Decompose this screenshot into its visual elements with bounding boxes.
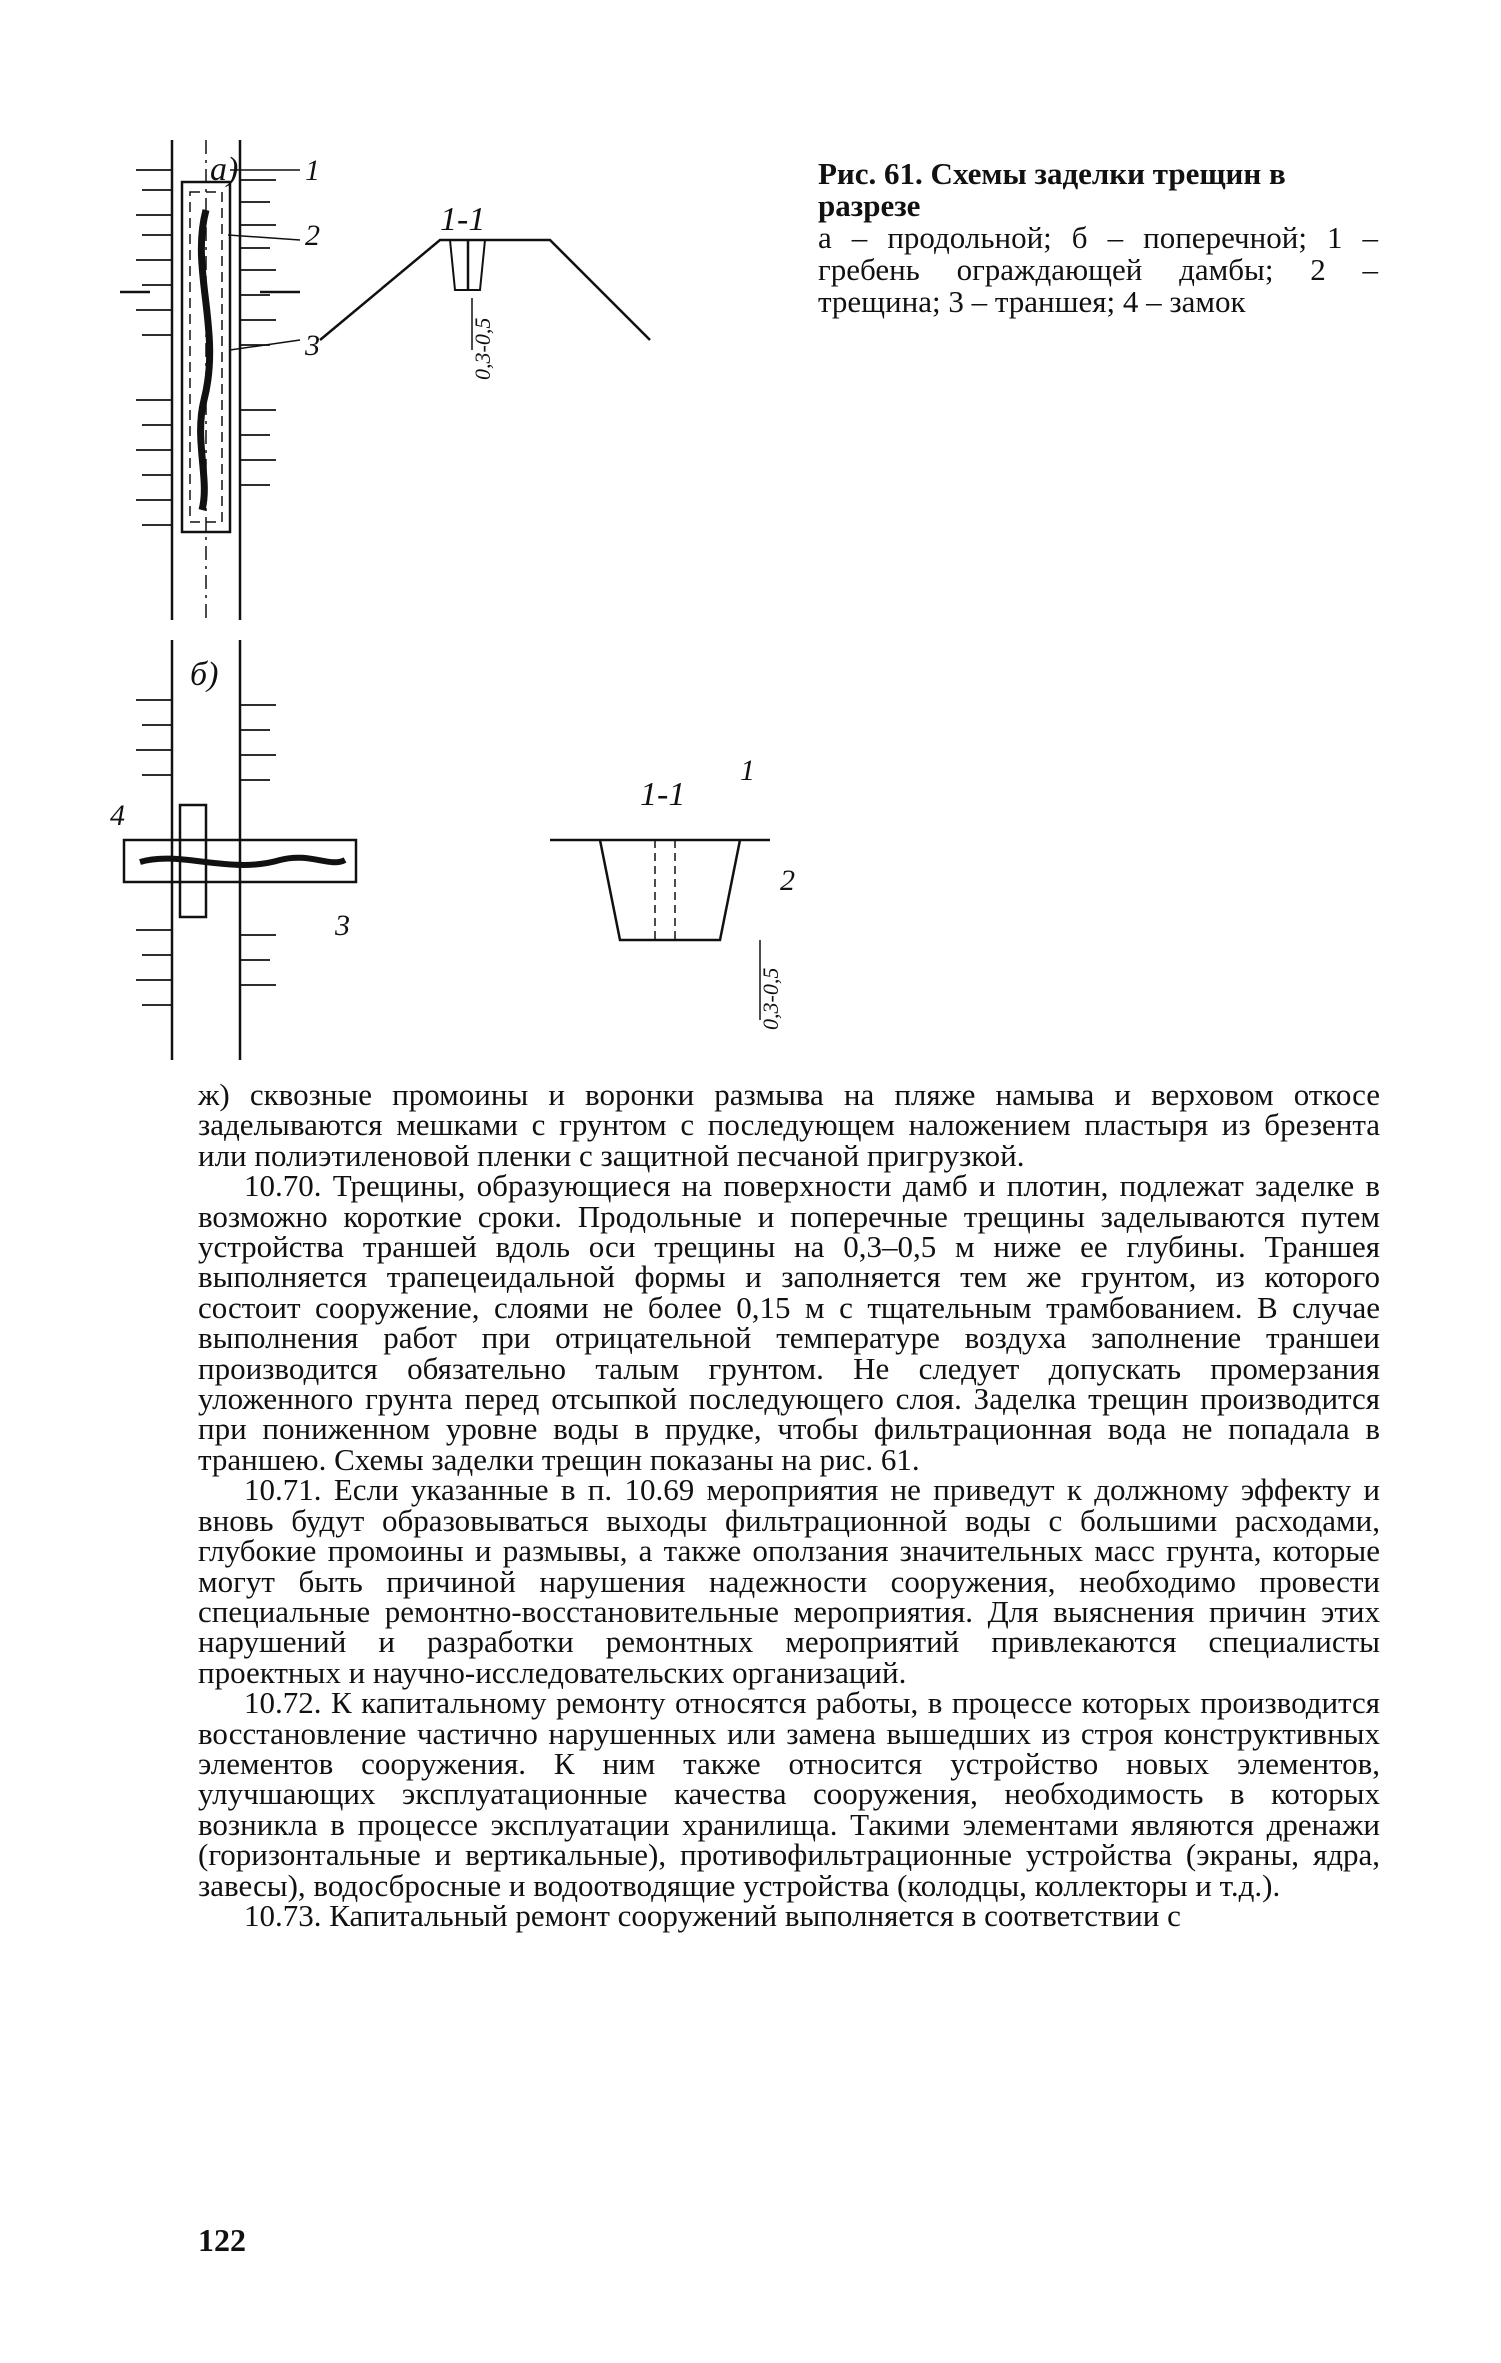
paragraph: 10.72. К капитальному ремонту относятся работы, в процессе которых производится восстановление частично нарушенных или замена вышедших из строя конструктивных элементов сооружения. К ним также относится устройство новых элементов, улучшающих эксплуатационные качества сооружения, необходимость в которых возникла в процессе эксплуатации хранилища. Такими элементами являются дренажи (горизонтальные и вертикальные), противофильтрационные устройства (экраны, ядра, завесы), водосбросные и водоотводящие устройства (колодцы, коллекторы и т.д.). xyxy=(198,1685,1380,1903)
figure-caption xyxy=(818,158,1378,318)
paragraph: 10.70. Трещины, образующиеся на поверхности дамб и плотин, подлежат заделке в возможно короткие сроки. Продольные и поперечные трещины заделываются путем устройства траншей вдоль оси трещины на 0,3–0,5 м ниже ее глубины. Траншея выполняется трапецеидальной формы и заполняется тем же грунтом, из которого состоит сооружение, слоями не более 0,15 м с тщательным трамбованием. В случае выполнения работ при отрицательной температуре воздуха заполнение траншеи производится обязательно талым грунтом. Не следует допускать промерзания уложенного грунта перед отсыпкой последующего слоя. Заделка трещин производится при пониженном уровне воды в прудке, чтобы фильтрационная вода не попадала в траншею. Схемы заделки трещин показаны на рис. 61. xyxy=(198,1168,1380,1477)
hatch-left-a xyxy=(136,170,172,525)
figure-labels xyxy=(190,151,685,813)
trench-section-b xyxy=(600,840,740,940)
panel-b-label: б) xyxy=(190,656,219,693)
page-number: 122 xyxy=(198,2222,246,2258)
body-text xyxy=(198,1077,1380,1933)
svg-text:3: 3 xyxy=(335,909,350,942)
figure-61 xyxy=(110,140,840,1060)
panel-a-label: а) xyxy=(210,151,239,188)
svg-text:3: 3 xyxy=(305,329,320,362)
caption-body: а – продольной; б – поперечной; 1 – гребень ограждающей дамбы; 2 – трещина; 3 – траншея; 4 – замок xyxy=(818,220,1378,319)
paragraph: 10.71. Если указанные в п. 10.69 мероприятия не приведут к должному эффекту и вновь будут образовываться выходы фильтрационной воды с большими расходами, глубокие промоины и размывы, а также оползания значительных масс грунта, которые могут быть причиной нарушения надежности сооружения, необходимо провести специальные ремонтно-восстановительные мероприятия. Для выяснения причин этих нарушений и разработки ремонтных мероприятий привлекаются специалисты проектных и научно-исследовательских организаций. xyxy=(198,1472,1380,1690)
depth-label-a: 0,3-0,5 xyxy=(470,317,495,380)
svg-text:2: 2 xyxy=(305,219,320,252)
section-label-b: 1-1 xyxy=(640,776,686,813)
svg-text:1: 1 xyxy=(740,754,755,787)
paragraph: 10.73. Капитальный ремонт сооружений выполняется в соответствии с xyxy=(244,1897,1181,1933)
caption-title: Рис. 61. Схемы заделки трещин в разрезе xyxy=(818,156,1286,223)
hatch-right-a xyxy=(240,180,276,485)
depth-label-b: 0,3-0,5 xyxy=(758,967,783,1030)
svg-text:1: 1 xyxy=(305,154,320,187)
crack-a xyxy=(201,210,210,510)
crack-repair-diagram xyxy=(110,140,840,1060)
svg-text:2: 2 xyxy=(780,864,795,897)
section-label-a: 1-1 xyxy=(440,201,486,238)
svg-text:4: 4 xyxy=(110,799,125,832)
hatch-left-b xyxy=(136,700,172,1005)
hatch-right-b xyxy=(240,705,276,985)
paragraph: ж) сквозные промоины и воронки размыва на пляже намыва и верховом откосе заделываются мешками с грунтом с последующем наложением пластыря из брезента или полиэтиленовой пленки с защитной песчаной пригрузкой. xyxy=(198,1077,1380,1173)
